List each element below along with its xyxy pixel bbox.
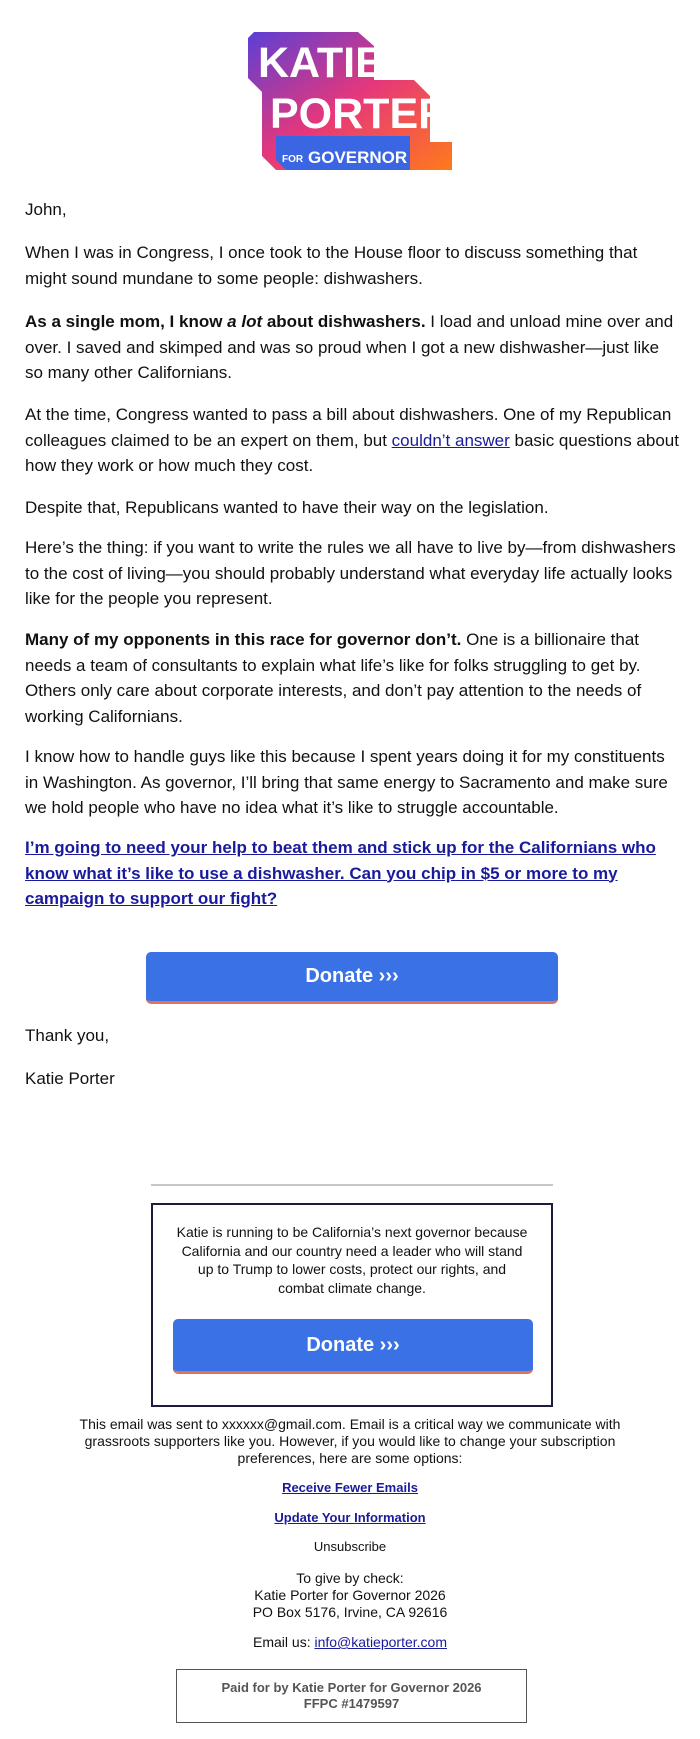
svg-text:KATIE: KATIE bbox=[258, 39, 384, 87]
footer-update-info bbox=[60, 1509, 640, 1526]
promo-box bbox=[151, 1203, 553, 1407]
promo-donate-button[interactable]: Donate ››› bbox=[173, 1319, 533, 1374]
paragraph-2: As a single mom, I know a lot about dishwashers. I load and unload mine over and over. I saved and skimped and was so proud when I got a new dishwasher—just like so many other Californians. bbox=[25, 312, 674, 382]
katie-porter-logo bbox=[246, 30, 456, 172]
unsubscribe-link[interactable]: Unsubscribe bbox=[313, 1539, 387, 1554]
svg-text:GOVERNOR: GOVERNOR bbox=[308, 148, 408, 167]
footer-sent-to: This email was sent to xxxxxx@gmail.com. Email is a critical way we communicate with grassroots supporters like you. However, if you would like to change your subscription preferences, here are some options: bbox=[79, 1416, 621, 1466]
paragraph-4: Despite that, Republicans wanted to have their way on the legislation. bbox=[25, 498, 549, 517]
cta-donate-link[interactable]: I’m going to need your help to beat them and stick up for the Californians who know what it’s like to use a dishwasher. Can you chip in $5 or more to my campaign to support our fight? bbox=[25, 838, 656, 908]
couldnt-answer-link[interactable]: couldn’t answer bbox=[391, 430, 510, 450]
svg-text:FOR: FOR bbox=[282, 154, 304, 165]
check-line-1: To give by check: bbox=[296, 1570, 404, 1586]
check-info bbox=[60, 1570, 640, 1621]
check-line-2: Katie Porter for Governor 2026 bbox=[254, 1587, 446, 1603]
email-us: Email us: info@katieporter.com bbox=[253, 1634, 447, 1650]
paragraph-3: At the time, Congress wanted to pass a bill about dishwashers. One of my Republican colleagues claimed to be an expert on them, but couldn’t answer basic questions about how they work or how much they cost. bbox=[25, 405, 679, 475]
bold-phrase: As a single mom, I know a lot about dishwashers. bbox=[25, 312, 426, 331]
receive-fewer-emails-link[interactable]: Receive Fewer Emails bbox=[282, 1480, 418, 1495]
check-line-3: PO Box 5176, Irvine, CA 92616 bbox=[252, 1604, 448, 1620]
cta-paragraph bbox=[25, 835, 680, 912]
paid-for-disclaimer bbox=[176, 1669, 527, 1723]
footer-receive-fewer bbox=[60, 1479, 640, 1496]
paragraph-5: Here’s the thing: if you want to write the rules we all have to live by—from dishwashers to the cost of living—you should probably understand what everyday life actually looks like for the people you represent. bbox=[25, 538, 676, 608]
greeting: John, bbox=[25, 200, 67, 219]
paragraph-6: Many of my opponents in this race for governor don’t. One is a billionaire that needs a team of consultants to explain what life’s like for folks struggling to get by. Others only care about corporate interests, and don’t pay attention to the needs of working Californians. bbox=[25, 630, 642, 726]
signoff: Thank you, bbox=[25, 1026, 110, 1045]
promo-text: Katie is running to be California’s next governor because California and our country need a leader who will stand up to Trump to lower costs, protect our rights, and combat climate change. bbox=[176, 1224, 528, 1296]
svg-text:PORTER: PORTER bbox=[270, 90, 450, 138]
paragraph-1: When I was in Congress, I once took to the House floor to discuss something that might sound mundane to some people: dishwashers. bbox=[25, 243, 638, 288]
paid-line-2: FFPC #1479597 bbox=[303, 1696, 400, 1711]
update-information-link[interactable]: Update Your Information bbox=[274, 1510, 426, 1525]
email-address-link[interactable]: info@katieporter.com bbox=[314, 1634, 447, 1650]
signature: Katie Porter bbox=[25, 1069, 115, 1088]
paid-line-1: Paid for by Katie Porter for Governor 2026 bbox=[221, 1680, 482, 1695]
paragraph-7: I know how to handle guys like this because I spent years doing it for my constituents in Washington. As governor, I’ll bring that same energy to Sacramento and make sure we hold people who have no idea what it’s like to struggle accountable. bbox=[25, 747, 668, 817]
donate-button[interactable]: Donate ››› bbox=[146, 952, 558, 1004]
footer-divider bbox=[151, 1184, 553, 1186]
